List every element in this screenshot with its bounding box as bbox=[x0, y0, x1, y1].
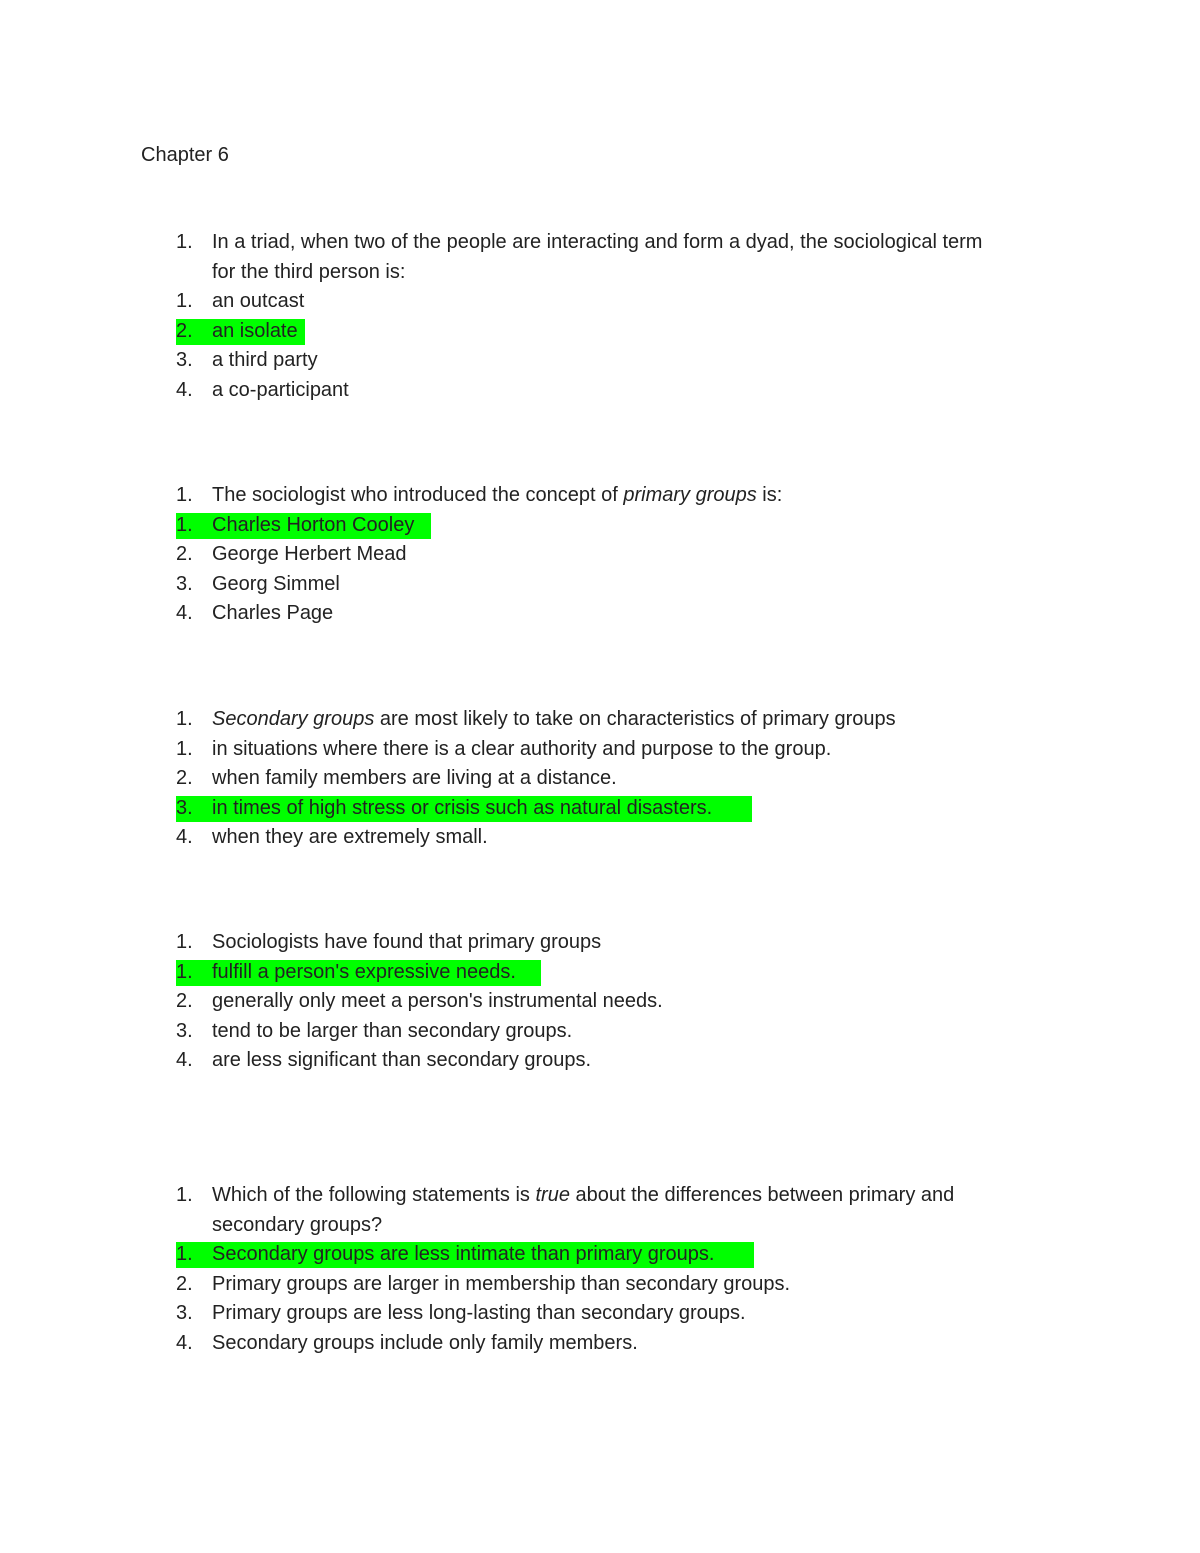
option-text: in situations where there is a clear authority and purpose to the group. bbox=[212, 737, 832, 760]
option-text: are less significant than secondary groups. bbox=[212, 1049, 592, 1072]
option-number: 2. bbox=[176, 767, 193, 790]
question-stem-continued bbox=[176, 1211, 1076, 1241]
option-number: 4. bbox=[176, 1331, 193, 1354]
option-correct bbox=[176, 958, 1076, 988]
option-text: Secondary groups include only family members. bbox=[212, 1331, 638, 1354]
option-number: 2. bbox=[176, 1272, 193, 1295]
document-title: Chapter 6 bbox=[141, 144, 229, 166]
question-number: 1. bbox=[176, 708, 193, 730]
option-number: 1. bbox=[176, 737, 193, 760]
emphasized-term: true bbox=[535, 1184, 570, 1206]
question-stem bbox=[176, 228, 1076, 258]
option-text: generally only meet a person's instrumental needs. bbox=[212, 990, 663, 1013]
option-text: Primary groups are larger in membership than secondary groups. bbox=[212, 1272, 791, 1295]
question-4 bbox=[176, 928, 1076, 1076]
option-text: an outcast bbox=[212, 290, 305, 313]
option-number: 3. bbox=[176, 1302, 193, 1325]
question-number: 1. bbox=[176, 484, 193, 506]
option bbox=[176, 599, 1076, 629]
option bbox=[176, 376, 1076, 406]
question-1 bbox=[176, 228, 1076, 406]
option-text: an isolate bbox=[212, 319, 298, 342]
option-number: 2. bbox=[176, 543, 193, 566]
option-number: 3. bbox=[176, 572, 193, 595]
option bbox=[176, 346, 1076, 376]
option-correct bbox=[176, 511, 1076, 541]
option-text: a co-participant bbox=[212, 378, 349, 401]
option-text: when they are extremely small. bbox=[212, 826, 488, 849]
option-correct bbox=[176, 317, 1076, 347]
option bbox=[176, 287, 1076, 317]
question-2 bbox=[176, 481, 1076, 629]
question-text: Secondary groups are most likely to take on characteristics of primary groups bbox=[212, 708, 896, 730]
question-text: secondary groups? bbox=[212, 1213, 383, 1236]
option bbox=[176, 823, 1076, 853]
option bbox=[176, 570, 1076, 600]
option bbox=[176, 1299, 1076, 1329]
option-number: 3. bbox=[176, 1019, 193, 1042]
option-number: 4. bbox=[176, 378, 193, 401]
option bbox=[176, 1329, 1076, 1359]
question-text: In a triad, when two of the people are interacting and form a dyad, the sociological term bbox=[212, 231, 983, 253]
question-text: for the third person is: bbox=[212, 260, 406, 283]
option-number: 1. bbox=[176, 960, 193, 983]
option bbox=[176, 987, 1076, 1017]
question-stem bbox=[176, 1181, 1076, 1211]
option-correct bbox=[176, 1240, 1076, 1270]
option-correct bbox=[176, 794, 1076, 824]
option-number: 4. bbox=[176, 826, 193, 849]
question-text: Which of the following statements is true about the differences between primary and bbox=[212, 1184, 955, 1206]
option-text: Secondary groups are less intimate than primary groups. bbox=[212, 1243, 715, 1266]
option bbox=[176, 1046, 1076, 1076]
option bbox=[176, 1270, 1076, 1300]
option bbox=[176, 764, 1076, 794]
question-stem bbox=[176, 705, 1076, 735]
option-text: tend to be larger than secondary groups. bbox=[212, 1019, 573, 1042]
option-text: fulfill a person's expressive needs. bbox=[212, 960, 516, 983]
option-number: 2. bbox=[176, 990, 193, 1013]
question-stem bbox=[176, 928, 1076, 958]
option-text: Charles Page bbox=[212, 602, 334, 625]
option bbox=[176, 540, 1076, 570]
option-text: in times of high stress or crisis such as natural disasters. bbox=[212, 796, 713, 819]
question-number: 1. bbox=[176, 1184, 193, 1206]
option-number: 4. bbox=[176, 602, 193, 625]
option-text: George Herbert Mead bbox=[212, 543, 407, 566]
emphasized-term: Secondary groups bbox=[212, 708, 375, 730]
option-text: Primary groups are less long-lasting than secondary groups. bbox=[212, 1302, 746, 1325]
option-number: 1. bbox=[176, 290, 193, 313]
question-text: The sociologist who introduced the concept of primary groups is: bbox=[212, 484, 783, 506]
question-stem-continued bbox=[176, 258, 1076, 288]
question-5 bbox=[176, 1181, 1076, 1359]
emphasized-term: primary groups bbox=[623, 484, 757, 506]
option-number: 3. bbox=[176, 796, 193, 819]
option-number: 1. bbox=[176, 513, 193, 536]
option-number: 4. bbox=[176, 1049, 193, 1072]
option bbox=[176, 735, 1076, 765]
option-text: when family members are living at a distance. bbox=[212, 767, 617, 790]
question-number: 1. bbox=[176, 931, 193, 953]
option-number: 2. bbox=[176, 319, 193, 342]
option-text: a third party bbox=[212, 349, 318, 372]
option-number: 3. bbox=[176, 349, 193, 372]
option-text: Charles Horton Cooley bbox=[212, 513, 415, 536]
question-3 bbox=[176, 705, 1076, 853]
question-stem bbox=[176, 481, 1076, 511]
question-number: 1. bbox=[176, 231, 193, 253]
option-text: Georg Simmel bbox=[212, 572, 340, 595]
question-text: Sociologists have found that primary groups bbox=[212, 931, 602, 953]
option-number: 1. bbox=[176, 1243, 193, 1266]
option bbox=[176, 1017, 1076, 1047]
